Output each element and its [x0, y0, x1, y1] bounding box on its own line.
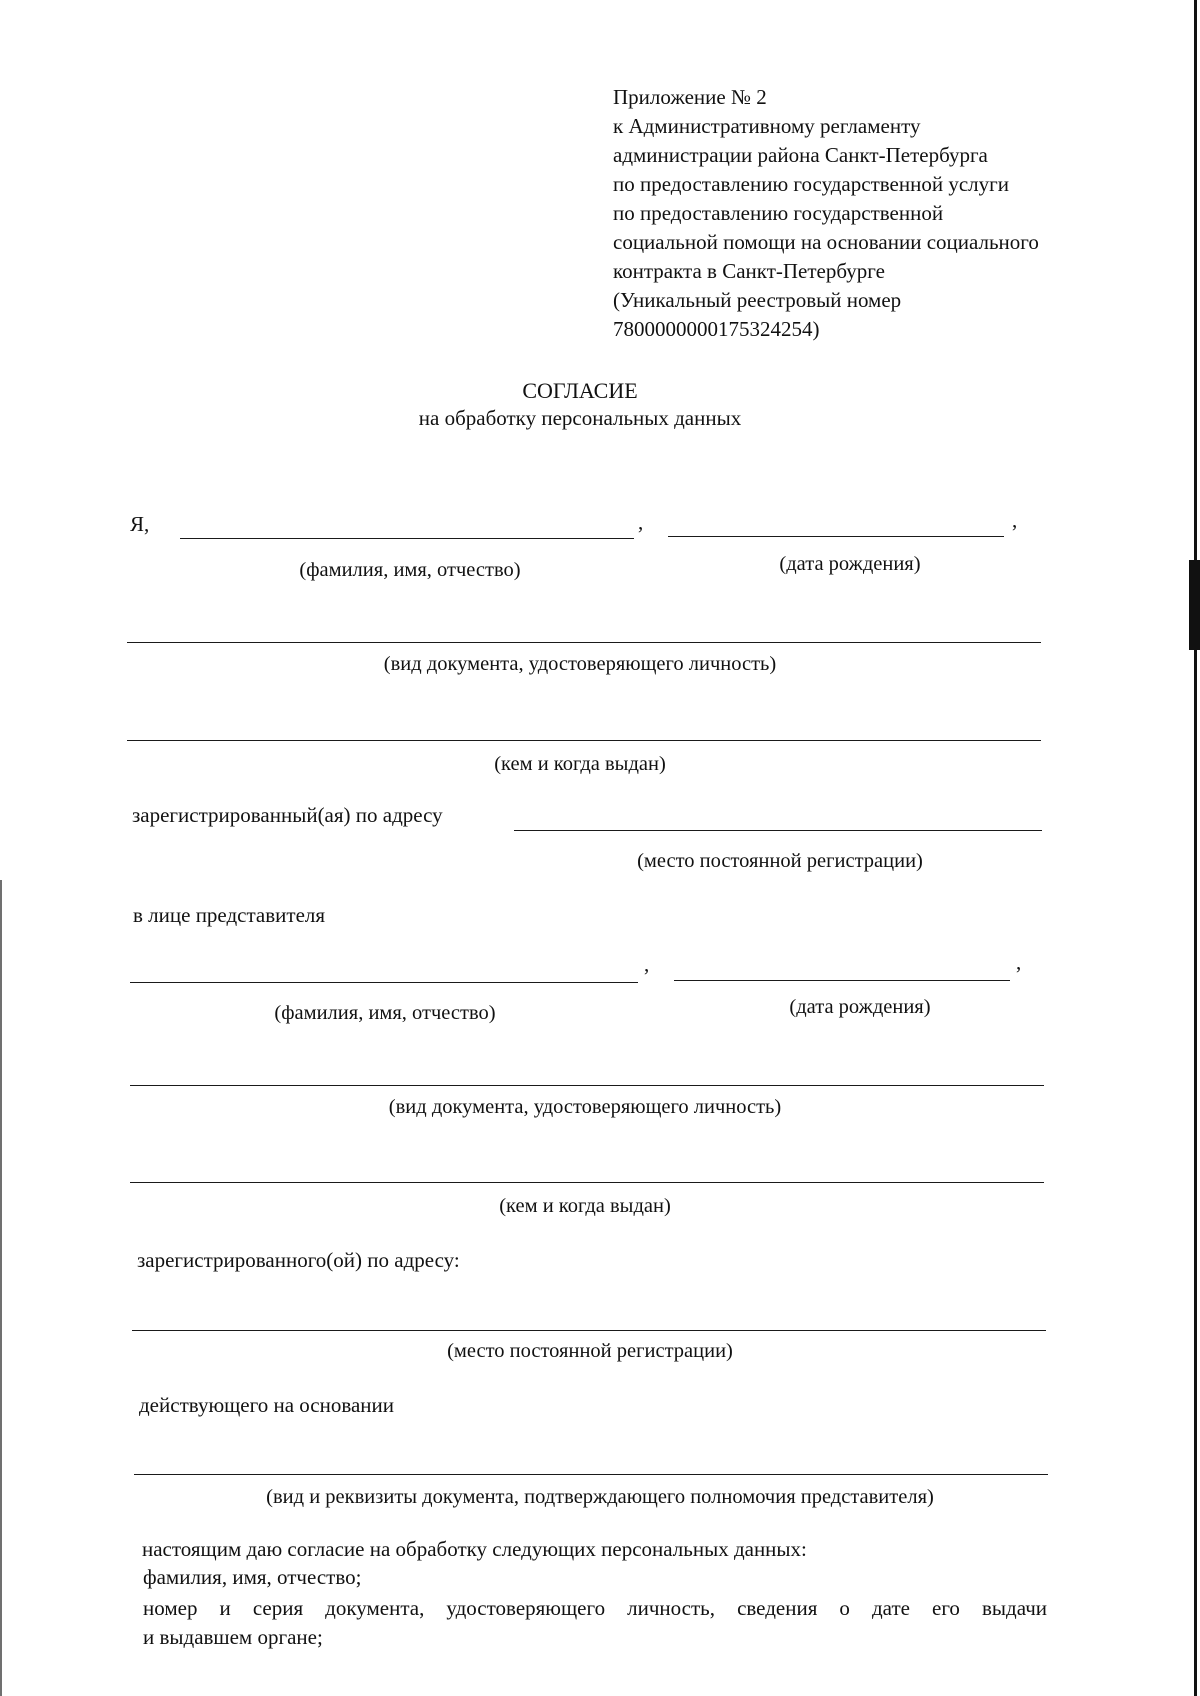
appendix-line: контракта в Санкт-Петербурге	[613, 259, 885, 283]
rep-issued-caption: (кем и когда выдан)	[499, 1195, 671, 1217]
appendix-line: к Административному регламенту	[613, 114, 921, 138]
appendix-line: социальной помощи на основании социального	[613, 230, 1039, 254]
acting-label: действующего на основании	[139, 1393, 395, 1417]
consent-intro: настоящим даю согласие на обработку следующих персональных данных:	[142, 1537, 807, 1561]
document-title: СОГЛАСИЕ	[522, 378, 638, 403]
registered-label: зарегистрированный(ая) по адресу	[132, 803, 443, 827]
appendix-line: 7800000000175324254)	[613, 317, 820, 341]
scan-edge-right-mark	[1189, 560, 1200, 650]
document-caption: (вид документа, удостоверяющего личность)	[383, 653, 777, 675]
appendix-line: по предоставлению государственной	[613, 201, 944, 225]
rep-registration-caption: (место постоянной регистрации)	[447, 1340, 733, 1362]
appendix-line: администрации района Санкт-Петербурга	[613, 143, 988, 167]
scan-edge-right	[1194, 0, 1197, 1696]
issued-caption: (кем и когда выдан)	[494, 753, 666, 775]
document-subtitle: на обработку персональных данных	[418, 406, 742, 430]
comma: ,	[638, 510, 644, 534]
representative-document-field[interactable]	[130, 1085, 1044, 1086]
registration-caption: (место постоянной регистрации)	[637, 850, 923, 872]
representative-birthdate-field[interactable]	[674, 980, 1010, 981]
rep-fio-caption: (фамилия, имя, отчество)	[274, 1002, 496, 1024]
birthdate-caption: (дата рождения)	[779, 553, 921, 575]
applicant-issued-field[interactable]	[127, 740, 1041, 741]
representative-issued-field[interactable]	[130, 1182, 1044, 1183]
rep-registered-label: зарегистрированного(ой) по адресу:	[137, 1248, 460, 1272]
authority-document-field[interactable]	[134, 1474, 1048, 1475]
representative-label: в лице представителя	[133, 903, 326, 927]
comma: ,	[644, 952, 650, 976]
consent-item: номер и серия документа, удостоверяющего личность, сведения о дате его выдачи	[143, 1596, 1047, 1620]
appendix-header	[613, 83, 1039, 344]
applicant-address-field[interactable]	[514, 830, 1042, 831]
applicant-birthdate-field[interactable]	[668, 536, 1004, 537]
scan-edge-left	[0, 880, 2, 1696]
rep-birthdate-caption: (дата рождения)	[789, 996, 931, 1018]
representative-address-field[interactable]	[132, 1330, 1046, 1331]
consent-item: фамилия, имя, отчество;	[143, 1565, 362, 1589]
appendix-line: Приложение № 2	[613, 85, 767, 109]
i-label: Я,	[130, 512, 150, 536]
appendix-line: по предоставлению государственной услуги	[613, 172, 1009, 196]
applicant-document-field[interactable]	[127, 642, 1041, 643]
applicant-fio-field[interactable]	[180, 538, 634, 539]
fio-caption: (фамилия, имя, отчество)	[299, 559, 521, 581]
representative-fio-field[interactable]	[130, 982, 638, 983]
rep-document-caption: (вид документа, удостоверяющего личность)	[388, 1096, 782, 1118]
authority-caption: (вид и реквизиты документа, подтверждающего полномочия представителя)	[266, 1486, 934, 1508]
comma: ,	[1016, 950, 1022, 974]
consent-item: и выдавшем органе;	[143, 1625, 323, 1649]
comma: ,	[1012, 508, 1018, 532]
appendix-line: (Уникальный реестровый номер	[613, 288, 902, 312]
